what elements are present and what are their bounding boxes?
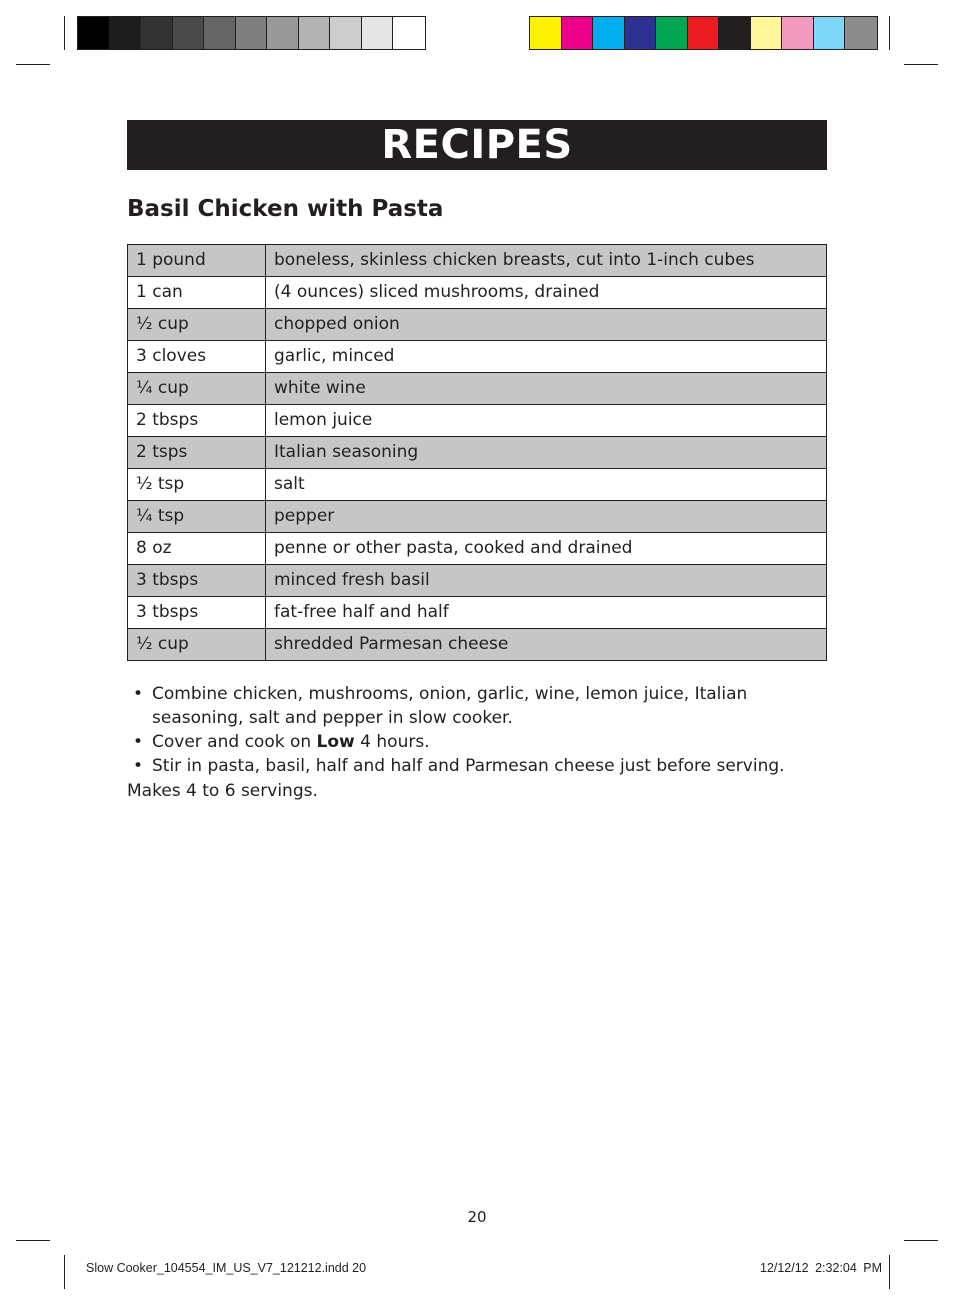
color-swatch bbox=[562, 17, 594, 49]
ingredient-item: chopped onion bbox=[266, 309, 827, 341]
instruction-step bbox=[127, 682, 837, 730]
ingredient-item: minced fresh basil bbox=[266, 565, 827, 597]
ingredient-quantity: ½ cup bbox=[128, 309, 266, 341]
step-text: Cover and cook on bbox=[152, 732, 317, 752]
crop-mark bbox=[904, 1240, 938, 1241]
step-text: 4 hours. bbox=[354, 732, 430, 752]
ingredient-item: garlic, minced bbox=[266, 341, 827, 373]
color-swatch bbox=[845, 17, 877, 49]
table-row bbox=[128, 373, 827, 405]
step-text: Combine chicken, mushrooms, onion, garlic, wine, lemon juice, Italian seasoning, salt and pepper in slow cooker. bbox=[152, 684, 748, 728]
crop-mark bbox=[889, 16, 890, 50]
instruction-list bbox=[127, 682, 837, 778]
color-swatch bbox=[814, 17, 846, 49]
ingredient-quantity: 3 tbsps bbox=[128, 597, 266, 629]
color-swatch bbox=[267, 17, 299, 49]
color-swatch bbox=[204, 17, 236, 49]
instruction-step bbox=[127, 754, 837, 778]
ingredient-item: white wine bbox=[266, 373, 827, 405]
ingredient-quantity: 2 tsps bbox=[128, 437, 266, 469]
ingredient-quantity: ½ cup bbox=[128, 629, 266, 661]
ingredient-item: Italian seasoning bbox=[266, 437, 827, 469]
table-row bbox=[128, 629, 827, 661]
table-row bbox=[128, 469, 827, 501]
slug-timestamp: 12/12/12 2:32:04 PM bbox=[759, 1261, 882, 1275]
ingredient-quantity: 3 cloves bbox=[128, 341, 266, 373]
table-row bbox=[128, 245, 827, 277]
ingredient-item: (4 ounces) sliced mushrooms, drained bbox=[266, 277, 827, 309]
ingredient-item: boneless, skinless chicken breasts, cut into 1-inch cubes bbox=[266, 245, 827, 277]
ingredient-item: penne or other pasta, cooked and drained bbox=[266, 533, 827, 565]
ingredient-quantity: 3 tbsps bbox=[128, 565, 266, 597]
color-swatch bbox=[530, 17, 562, 49]
grayscale-color-bar bbox=[77, 16, 426, 50]
crop-mark bbox=[64, 16, 65, 50]
color-swatch bbox=[78, 17, 110, 49]
ingredient-item: shredded Parmesan cheese bbox=[266, 629, 827, 661]
ingredient-quantity: 1 pound bbox=[128, 245, 266, 277]
color-swatch bbox=[110, 17, 142, 49]
color-swatch bbox=[593, 17, 625, 49]
table-row bbox=[128, 533, 827, 565]
banner-title: RECIPES bbox=[381, 122, 573, 168]
table-row bbox=[128, 565, 827, 597]
table-row bbox=[128, 501, 827, 533]
color-swatch bbox=[393, 17, 425, 49]
table-row bbox=[128, 309, 827, 341]
crop-mark bbox=[16, 1240, 50, 1241]
crop-mark bbox=[16, 64, 50, 65]
recipes-banner bbox=[127, 120, 827, 170]
color-swatch bbox=[299, 17, 331, 49]
color-swatch bbox=[173, 17, 205, 49]
step-emphasis: Low bbox=[316, 732, 355, 752]
ingredients-table bbox=[127, 244, 827, 661]
color-swatch bbox=[625, 17, 657, 49]
table-row bbox=[128, 597, 827, 629]
color-swatch bbox=[656, 17, 688, 49]
ingredient-quantity: 8 oz bbox=[128, 533, 266, 565]
color-swatch bbox=[141, 17, 173, 49]
ingredient-item: lemon juice bbox=[266, 405, 827, 437]
table-row bbox=[128, 405, 827, 437]
instruction-step bbox=[127, 730, 837, 754]
servings-note: Makes 4 to 6 servings. bbox=[127, 781, 318, 801]
process-color-bar bbox=[529, 16, 878, 50]
table-row bbox=[128, 277, 827, 309]
ingredient-quantity: ¼ tsp bbox=[128, 501, 266, 533]
ingredient-quantity: ½ tsp bbox=[128, 469, 266, 501]
crop-mark bbox=[64, 1255, 65, 1289]
color-swatch bbox=[236, 17, 268, 49]
ingredient-quantity: 1 can bbox=[128, 277, 266, 309]
ingredient-quantity: 2 tbsps bbox=[128, 405, 266, 437]
ingredient-item: fat-free half and half bbox=[266, 597, 827, 629]
crop-mark bbox=[904, 64, 938, 65]
step-text: Stir in pasta, basil, half and half and Parmesan cheese just before serving. bbox=[152, 756, 785, 776]
color-swatch bbox=[362, 17, 394, 49]
color-swatch bbox=[330, 17, 362, 49]
ingredient-item: salt bbox=[266, 469, 827, 501]
ingredient-quantity: ¼ cup bbox=[128, 373, 266, 405]
color-swatch bbox=[719, 17, 751, 49]
ingredient-item: pepper bbox=[266, 501, 827, 533]
table-row bbox=[128, 341, 827, 373]
crop-mark bbox=[889, 1255, 890, 1289]
page-number: 20 bbox=[467, 1208, 487, 1226]
table-row bbox=[128, 437, 827, 469]
slug-file-info: Slow Cooker_104554_IM_US_V7_121212.indd 20 bbox=[86, 1261, 367, 1275]
color-swatch bbox=[751, 17, 783, 49]
color-swatch bbox=[782, 17, 814, 49]
color-swatch bbox=[688, 17, 720, 49]
recipe-title: Basil Chicken with Pasta bbox=[127, 196, 444, 222]
